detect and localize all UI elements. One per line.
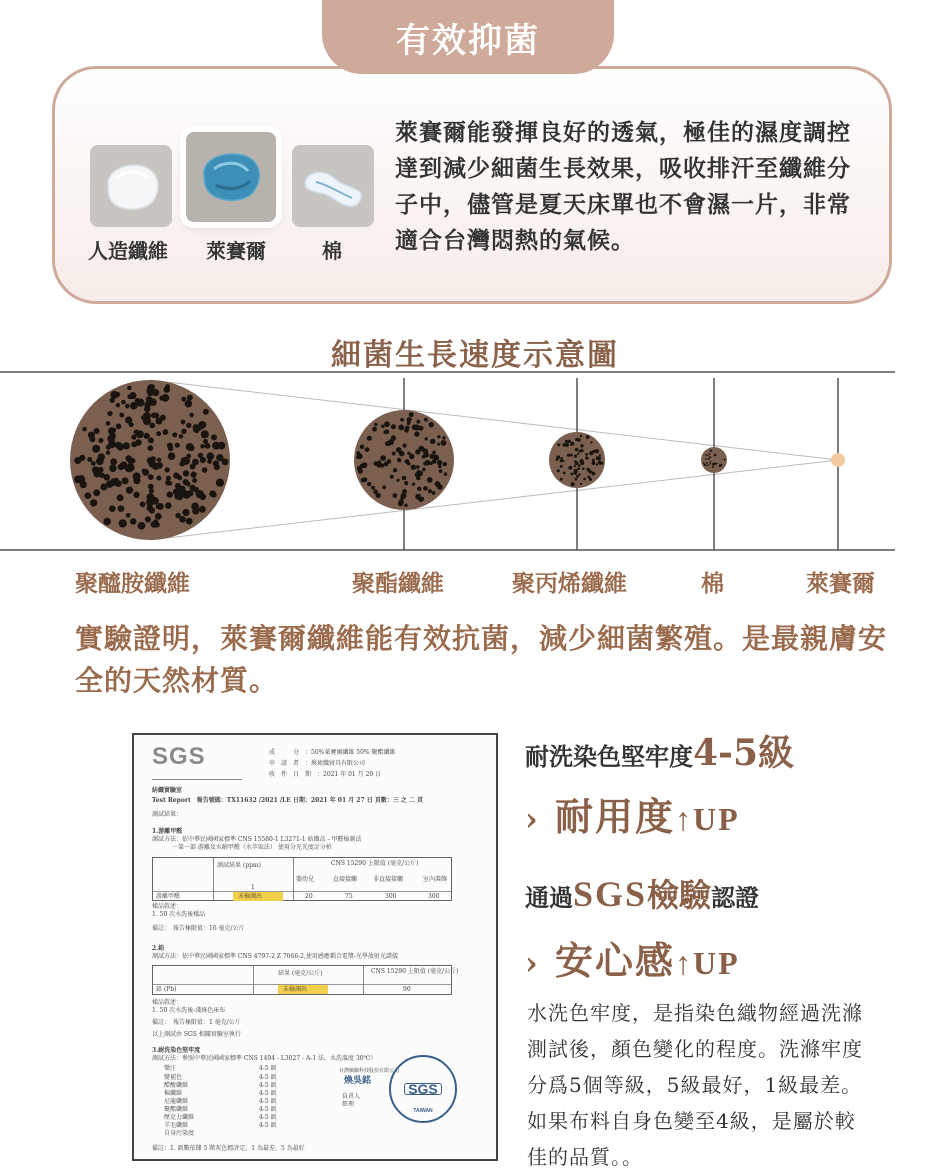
perspective-line-bottom [150, 460, 838, 540]
growth-chart-title: 細菌生長速度示意圖 [331, 338, 619, 373]
sgs-taiwan-seal: SGS TAIWAN [389, 1055, 457, 1123]
stamp-handwriting: 煥吳銘 [344, 1076, 372, 1086]
report-s1-note2: 1. 50 次水洗後樣品 [152, 911, 206, 918]
conclusion-text: 實驗證明，萊賽爾纖維能有效抗菌，減少細菌繁殖。是最親膚安全的天然材質。 [75, 622, 888, 697]
chevron-right-icon: › [525, 800, 540, 838]
report-s2-note1: 樣品敘述： [152, 999, 183, 1006]
lyocell-fiber-image [186, 132, 276, 222]
fiber-label-cotton: 棉 [322, 239, 342, 263]
report-s1-method: 測試方法：依中華民國國家標準 CNS 15580-1 L3271-1 紡織品 - 甲醛檢測法 [152, 836, 362, 843]
sgs-test-report [132, 733, 498, 1161]
logo-underline [152, 779, 242, 780]
report-s3-item: 變褪色 [164, 1074, 183, 1081]
report-s3-grade: 4-5 級 [259, 1122, 277, 1129]
chart-label-polyamide: 聚醯胺纖維 [75, 570, 190, 597]
perspective-line-top [150, 380, 838, 460]
report-s3-item: 尼龍纖維 [164, 1098, 189, 1105]
report-s1-note1: 樣品敘述： [152, 903, 183, 910]
report-s3-title: 3.耐洗染色堅牢度 [152, 1047, 201, 1054]
report-s1-note3: 備註： 報告極限值：16 毫克/公斤 [152, 925, 245, 932]
report-s3-grade: 4-5 級 [259, 1106, 277, 1113]
chart-label-polyester: 聚酯纖維 [352, 570, 444, 597]
sgs-certified-heading: 通過SGS檢驗認證 [525, 874, 760, 914]
durability-feature: › 耐用度↑UP [525, 794, 740, 839]
report-s3-item: 醋酸纖維 [164, 1082, 189, 1089]
report-s1-title: 1.游離甲醛 [152, 828, 183, 835]
report-s2-note4: 以上測試由 SGS 相關實驗室執行 [152, 1031, 241, 1038]
report-s2-title: 2.鉛 [152, 945, 165, 952]
report-s3-head: 樂汙 [164, 1065, 177, 1072]
report-header-composition: 成 分 ：50%萊賽爾纖維 50% 聚酯纖維 [269, 749, 396, 756]
chart-label-cotton: 棉 [701, 570, 724, 597]
fiber-swatch-synthetic [90, 145, 172, 227]
section-title-antibacterial: 有效抑菌 [322, 0, 614, 74]
synthetic-fiber-image [90, 145, 172, 227]
chevron-right-icon: › [525, 944, 540, 982]
stamp-company-text: 台灣檢驗科技股份有限公司 [339, 1068, 400, 1074]
colorfastness-description: 水洗色牢度，是指染色織物經過洗滌測試後，顏色變化的程度。洗滌牢度分爲5個等級，5級最好，1級最差。 如果布料自身色變至4級，是屬於較佳的品質。。 [527, 1001, 874, 1169]
fiber-swatch-cotton [292, 145, 374, 227]
report-s3-grade: 4-5 級 [259, 1065, 277, 1072]
report-s3-item: 自身污染度 [164, 1130, 195, 1137]
report-header-date: 收 件 日 期 ：2021 年 01 月 20 日 [269, 771, 382, 778]
stamp-sign2: 經理 [342, 1101, 355, 1108]
report-s3-grade: 4-5 級 [259, 1074, 277, 1081]
fiber-label-lyocell: 萊賽爾 [206, 239, 266, 263]
report-s3-item: 聚酯纖維 [164, 1106, 189, 1113]
intro-description: 萊賽爾能發揮良好的透氣，極佳的濕度調控達到減少細菌生長效果，吸收排汗至纖維分子中，儘管是夏天床單也不會濕一片，非常適合台灣悶熱的氣候。 [395, 119, 851, 254]
cotton-fiber-image [292, 145, 374, 227]
report-s3-grade: 4-5 級 [259, 1090, 277, 1097]
report-s2-note2: 1. 50 次水洗後-淺綠色床布 [152, 1007, 226, 1014]
chart-label-lyocell: 萊賽爾 [806, 570, 875, 597]
report-s2-method: 測試方法：依中華民國國家標準 CNS 4797-2 Z 7066-2,使用感應耦合電漿-光學放射光譜儀 [152, 953, 398, 960]
stamp-sign: 負責人 [342, 1093, 361, 1100]
report-s3-item: 棉纖維 [164, 1090, 183, 1097]
report-s1-method2: －第一部 游離及水解甲醛（水萃取法） 使用分光光度計分析 [172, 844, 332, 851]
chart-label-polypropylene: 聚丙烯纖維 [512, 570, 627, 597]
fiber-label-synthetic: 人造纖維 [88, 239, 168, 263]
colorfastness-heading: 耐洗染色堅牢度4-5級 [525, 732, 795, 774]
report-s3-grade: 4-5 級 [259, 1114, 277, 1121]
report-s3-item: 羊毛纖維 [164, 1122, 189, 1129]
report-s3-grade: 4-5 級 [259, 1082, 277, 1089]
report-s3-note: 備註：1. 級數依據 5 階灰色標評定，1 為最差，5 為最好 [152, 1145, 305, 1152]
fiber-swatch-lyocell [186, 132, 276, 222]
report-result-label: 測試結果： [152, 811, 183, 818]
report-s2-note3: 備註： 報告極限值：1 毫克/公斤 [152, 1019, 241, 1026]
report-number: Test Report 報告號碼：TX11632 /2021 /LE 日期：2021 年 01 月 27 日 頁數：三 之 二 頁 [152, 797, 424, 804]
bacteria-circle-lyocell [831, 453, 845, 467]
sgs-logo: SGS [152, 743, 206, 770]
report-s3-method: 測試方法：參照中華民國國家標準 CNS 1494 - L3027 - A-1 法，水洗溫度 30℃） [152, 1055, 377, 1062]
report-s3-grade: 4-5 級 [259, 1098, 277, 1105]
growth-diagram [0, 360, 950, 560]
report-s2-table: 結果 (毫克/公斤) CNS 15290 上限值 (毫克/公斤) 鉛 (Pb) 未檢測出 90 [152, 965, 452, 995]
bacteria-circle-cotton [701, 447, 727, 473]
report-s3-item: 壓克力纖維 [164, 1114, 195, 1121]
peace-of-mind-feature: › 安心感↑UP [525, 938, 740, 983]
report-s1-table: 測試結果 (ppm) CNS 15290 上限值 (毫克/公斤) 嬰幼兒 直接接觸 非直接接觸 室內裝飾 1 游離甲醛 未檢測出 20 75 300 300 [152, 857, 452, 901]
report-header-applicant: 申 請 者 ：煥琉織寢具有限公司 [269, 760, 366, 767]
report-lab: 紡織實驗室 [152, 787, 183, 794]
